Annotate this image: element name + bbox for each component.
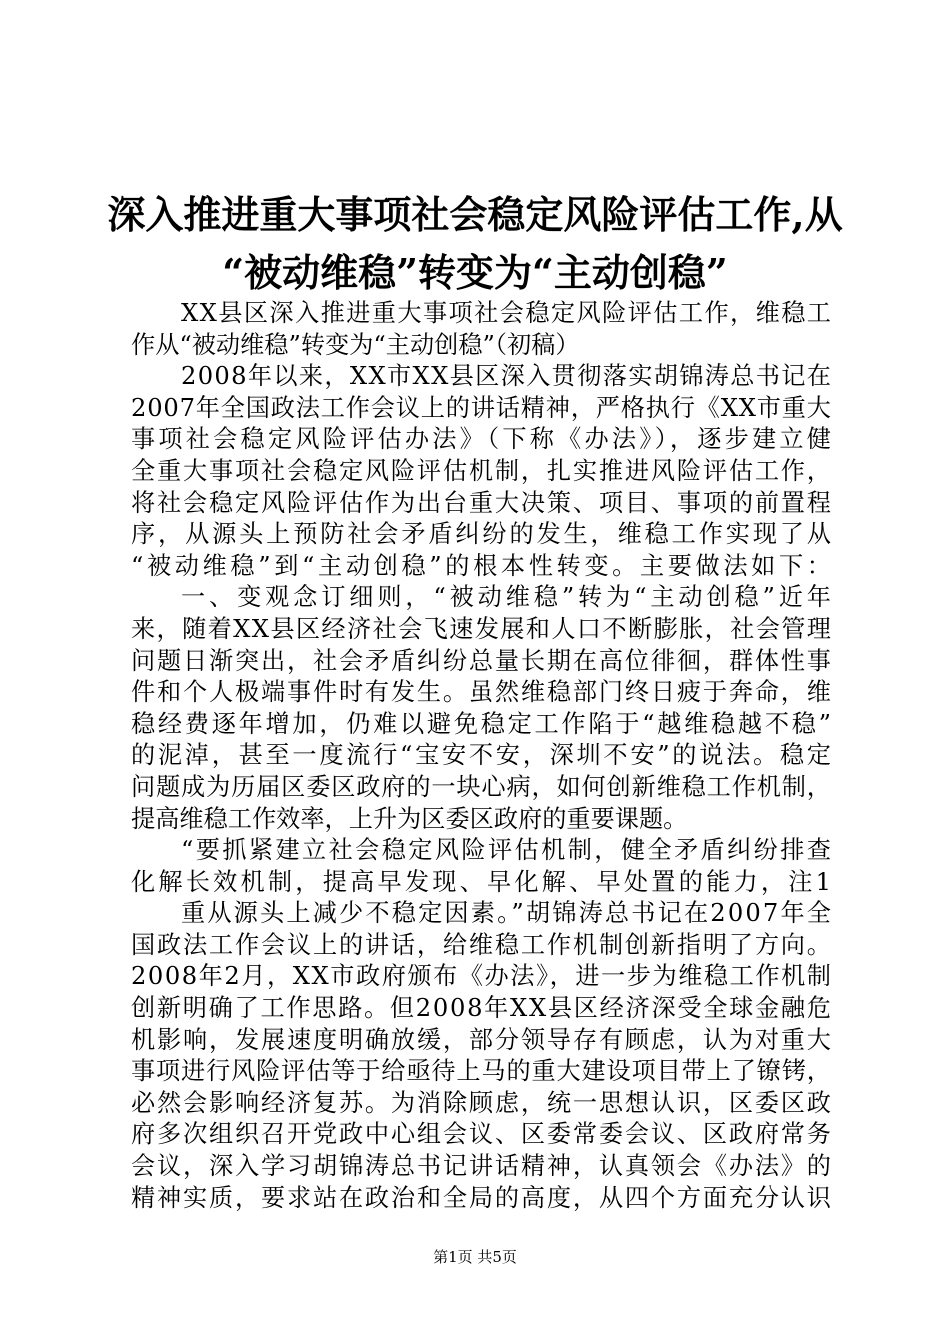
- body-line: 2007年全国政法工作会议上的讲话精神，严格执行《XX市重大: [131, 393, 832, 422]
- body-line: 化解长效机制，提高早发现、早化解、早处置的能力，注1: [131, 867, 835, 896]
- document-body: [131, 298, 835, 1214]
- body-line: 事项进行风险评估等于给亟待上马的重大建设项目带上了镣铐，: [131, 1057, 832, 1086]
- body-line: 序，从源头上预防社会矛盾纠纷的发生，维稳工作实现了从: [131, 520, 834, 549]
- body-line: 作从“被动维稳”转变为“主动创稳”（初稿）: [131, 330, 580, 359]
- body-line: 提高维稳工作效率，上升为区委区政府的重要课题。: [131, 804, 688, 833]
- body-line: “要抓紧建立社会稳定风险评估机制，健全矛盾纠纷排查: [181, 836, 834, 865]
- body-line: 国政法工作会议上的讲话，给维稳工作机制创新指明了方向。: [131, 930, 833, 959]
- body-line: 的泥淖，甚至一度流行“宝安不安，深圳不安”的说法。稳定: [131, 741, 834, 770]
- body-line: 必然会影响经济复苏。为消除顾虑，统一思想认识，区委区政: [131, 1088, 833, 1117]
- body-line: 来，随着XX县区经济社会飞速发展和人口不断膨胀，社会管理: [131, 614, 833, 643]
- title-line-1: 深入推进重大事项社会稳定风险评估工作,从: [107, 192, 843, 237]
- body-line: 府多次组织召开党政中心组会议、区委常委会议、区政府常务: [131, 1120, 833, 1149]
- body-line: 件和个人极端事件时有发生。虽然维稳部门终日疲于奔命，维: [131, 678, 833, 707]
- body-line: 全重大事项社会稳定风险评估机制，扎实推进风险评估工作，: [131, 456, 833, 485]
- document-title: [100, 186, 850, 302]
- body-line: 稳经费逐年增加，仍难以避免稳定工作陷于“越维稳越不稳”: [131, 709, 834, 738]
- body-line: “被动维稳”到“主动创稳”的根本性转变。主要做法如下：: [131, 551, 835, 580]
- body-line: 创新明确了工作思路。但2008年XX县区经济深受全球金融危: [131, 994, 833, 1023]
- body-line: 机影响，发展速度明确放缓，部分领导存有顾虑，认为对重大: [131, 1025, 833, 1054]
- body-line: 问题日渐突出，社会矛盾纠纷总量长期在高位徘徊，群体性事: [131, 646, 833, 675]
- title-line-2: “被动维稳”转变为“主动创稳”: [222, 250, 728, 295]
- body-line: XX县区深入推进重大事项社会稳定风险评估工作，维稳工: [181, 299, 833, 327]
- body-line: 问题成为历届区委区政府的一块心病，如何创新维稳工作机制，: [131, 772, 832, 801]
- body-line: 2008年以来，XX市XX县区深入贯彻落实胡锦涛总书记在: [181, 362, 833, 391]
- body-line: 事项社会稳定风险评估办法》（下称《办法》），逐步建立健: [131, 425, 835, 454]
- body-line: 2008年2月，XX市政府颁布《办法》，进一步为维稳工作机制: [131, 962, 833, 991]
- page-footer: 第1页 共5页: [433, 1248, 517, 1266]
- body-line: 会议，深入学习胡锦涛总书记讲话精神，认真领会《办法》的: [131, 1152, 833, 1181]
- body-line: 将社会稳定风险评估作为出台重大决策、项目、事项的前置程: [131, 488, 833, 517]
- body-line: 重从源头上减少不稳定因素。”胡锦涛总书记在2007年全: [181, 899, 834, 928]
- body-line: 精神实质，要求站在政治和全局的高度，从四个方面充分认识: [131, 1183, 833, 1212]
- body-line: 一、变观念订细则，“被动维稳”转为“主动创稳”近年: [181, 583, 835, 612]
